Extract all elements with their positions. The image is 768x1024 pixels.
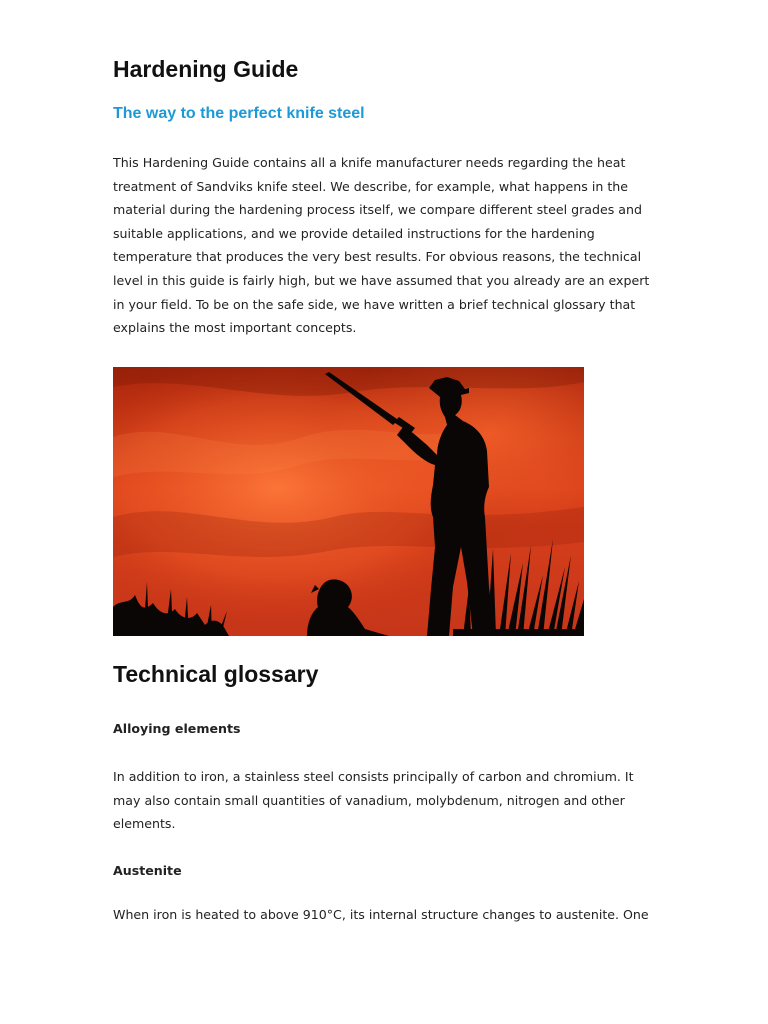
page-title: Hardening Guide <box>113 56 299 82</box>
glossary-term: Alloying elements <box>113 721 241 736</box>
glossary-term: Austenite <box>113 863 182 878</box>
article-subtitle: The way to the perfect knife steel <box>113 105 365 122</box>
glossary-definition: In addition to iron, a stainless steel consists principally of carbon and chromium. It may also contain small quantities of vanadium, molybdenum, nitrogen and other elements. <box>113 769 634 832</box>
intro-paragraph: This Hardening Guide contains all a knife manufacturer needs regarding the heat treatment of Sandviks knife steel. We describe, for example, what happens in the material during the hardening process itself, we compare different steel grades and suitable applications, and we provide detailed instructions for the hardening temperature that produces the very best results. For obvious reasons, the technical level in this guide is fairly high, but we have assumed that you already are an expert in your field. To be on the safe side, we have written a brief technical glossary that explains the most important concepts. <box>113 155 650 336</box>
glossary-heading: Technical glossary <box>113 661 319 687</box>
hero-image <box>113 367 584 636</box>
glossary-definition: When iron is heated to above 910°C, its internal structure changes to austenite. One <box>113 907 649 922</box>
